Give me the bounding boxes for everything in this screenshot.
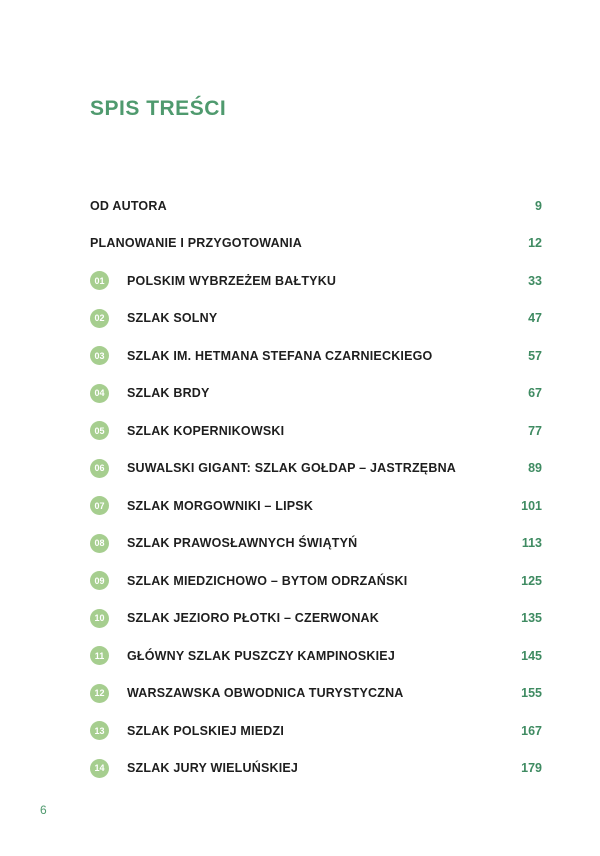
toc-page-number: 77 (528, 423, 542, 438)
page-folio: 6 (40, 803, 47, 817)
chapter-number-badge: 09 (90, 571, 109, 590)
toc-page-number: 167 (521, 723, 542, 738)
chapter-number-badge: 02 (90, 309, 109, 328)
chapter-title: SZLAK MORGOWNIKI – LIPSK (127, 498, 314, 513)
chapter-title: SZLAK BRDY (127, 386, 210, 401)
toc-chapter-entry[interactable] (90, 300, 542, 338)
page-title: SPIS TREŚCI (90, 97, 227, 120)
toc-chapter-entry[interactable] (90, 375, 542, 413)
table-of-contents (90, 187, 542, 787)
chapter-number-badge: 06 (90, 459, 109, 478)
chapter-title: SZLAK IM. HETMANA STEFANA CZARNIECKIEGO (127, 348, 433, 363)
toc-chapter-entry[interactable] (90, 525, 542, 563)
toc-page-number: 33 (528, 273, 542, 288)
toc-chapter-entry[interactable] (90, 487, 542, 525)
chapter-title: SUWALSKI GIGANT: SZLAK GOŁDAP – JASTRZĘBNA (127, 461, 457, 476)
chapter-title: SZLAK MIEDZICHOWO – BYTOM ODRZAŃSKI (127, 573, 408, 588)
chapter-title: WARSZAWSKA OBWODNICA TURYSTYCZNA (127, 686, 404, 701)
chapter-title: SZLAK KOPERNIKOWSKI (127, 423, 285, 438)
toc-page-number: 145 (521, 648, 542, 663)
toc-chapter-entry[interactable] (90, 450, 542, 488)
toc-page-number: 101 (521, 498, 542, 513)
chapter-number-badge: 04 (90, 384, 109, 403)
toc-entry-label: OD AUTORA (90, 198, 167, 213)
toc-page-number: 9 (535, 198, 542, 213)
toc-page-number: 155 (521, 686, 542, 701)
toc-page-number: 67 (528, 386, 542, 401)
toc-chapter-entry[interactable] (90, 675, 542, 713)
toc-chapter-entry[interactable] (90, 412, 542, 450)
chapter-title: SZLAK JEZIORO PŁOTKI – CZERWONAK (127, 611, 380, 626)
chapter-title: SZLAK SOLNY (127, 311, 218, 326)
toc-page-number: 47 (528, 311, 542, 326)
toc-page-number: 12 (528, 236, 542, 251)
chapter-number-badge: 07 (90, 496, 109, 515)
toc-chapter-entry[interactable] (90, 600, 542, 638)
chapter-number-badge: 14 (90, 759, 109, 778)
chapter-number-badge: 01 (90, 271, 109, 290)
chapter-number-badge: 03 (90, 346, 109, 365)
toc-chapter-entry[interactable] (90, 562, 542, 600)
toc-page-number: 179 (521, 761, 542, 776)
toc-page-number: 89 (528, 461, 542, 476)
toc-chapter-entry[interactable] (90, 262, 542, 300)
chapter-number-badge: 05 (90, 421, 109, 440)
chapter-number-badge: 12 (90, 684, 109, 703)
chapter-title: GŁÓWNY SZLAK PUSZCZY KAMPINOSKIEJ (127, 648, 395, 663)
toc-page-number: 57 (528, 348, 542, 363)
toc-chapter-entry[interactable] (90, 637, 542, 675)
toc-entry-od-autora[interactable] (90, 187, 542, 225)
chapter-number-badge: 10 (90, 609, 109, 628)
chapter-title: POLSKIM WYBRZEŻEM BAŁTYKU (127, 273, 337, 288)
toc-chapter-entry[interactable] (90, 712, 542, 750)
toc-entry-label: PLANOWANIE I PRZYGOTOWANIA (90, 236, 302, 251)
toc-page-number: 125 (521, 573, 542, 588)
chapter-title: SZLAK PRAWOSŁAWNYCH ŚWIĄTYŃ (127, 536, 358, 551)
chapter-title: SZLAK JURY WIELUŃSKIEJ (127, 761, 299, 776)
toc-page-number: 113 (521, 536, 542, 551)
chapter-number-badge: 08 (90, 534, 109, 553)
chapter-number-badge: 13 (90, 721, 109, 740)
toc-page-number: 135 (521, 611, 542, 626)
chapter-title: SZLAK POLSKIEJ MIEDZI (127, 723, 284, 738)
toc-chapter-entry[interactable] (90, 337, 542, 375)
toc-chapter-entry[interactable] (90, 750, 542, 788)
toc-entry-planowanie[interactable] (90, 225, 542, 263)
chapter-number-badge: 11 (90, 646, 109, 665)
